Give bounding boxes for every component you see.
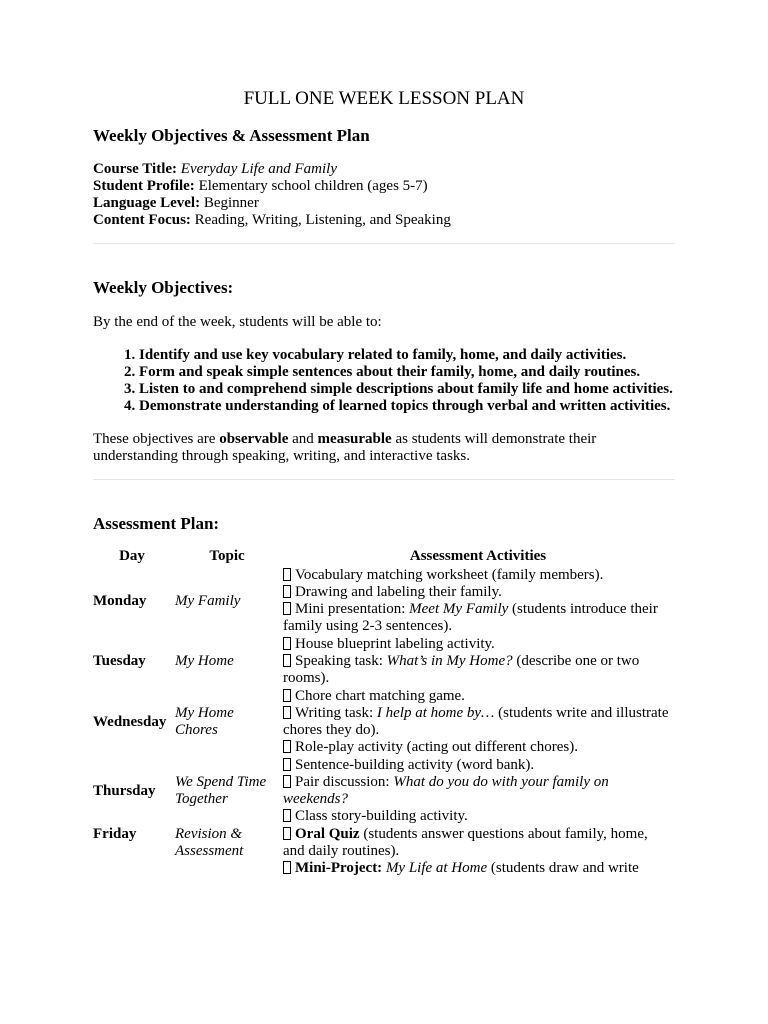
- checkbox-glyph-icon: [283, 654, 291, 667]
- activity-text: (students introduce their family using 2-3 sentences).: [283, 601, 658, 634]
- objective-item: 3. Listen to and comprehend simple descriptions about family life and home activities.: [139, 381, 675, 398]
- activities-cell: [281, 688, 675, 757]
- activity-line: [283, 601, 673, 635]
- table-header-row: [91, 548, 675, 567]
- activity-title: What do you do with your family on weekends?: [283, 774, 609, 807]
- objectives-intro: By the end of the week, students will be able to:: [93, 314, 382, 330]
- document-title: FULL ONE WEEK LESSON PLAN: [243, 88, 525, 109]
- table-row: [91, 757, 675, 826]
- topic-cell: My Family: [175, 592, 241, 609]
- activity-line: [283, 860, 673, 877]
- topic-cell: We Spend Time Together: [175, 774, 267, 807]
- activity-title: What’s in My Home?: [386, 653, 513, 669]
- activity-line: [283, 636, 673, 653]
- assessment-heading: Assessment Plan:: [93, 514, 220, 533]
- checkbox-glyph-icon: [283, 637, 291, 650]
- checkbox-glyph-icon: [283, 585, 291, 598]
- activity-text: Vocabulary matching worksheet (family members).: [295, 567, 604, 583]
- column-header-day: Day: [119, 548, 145, 564]
- activity-line: [283, 653, 673, 687]
- language-level-value: Beginner: [203, 195, 259, 211]
- checkbox-glyph-icon: [283, 706, 291, 719]
- topic-cell: My Home: [175, 653, 234, 669]
- content-focus-line: [93, 212, 675, 229]
- divider: [93, 243, 675, 244]
- closing-text: as students will demonstrate their understanding through speaking, writing, and interactive tasks.: [93, 431, 597, 464]
- table-row: [91, 567, 675, 636]
- checkbox-glyph-icon: [283, 740, 291, 753]
- activity-text: Class story-building activity.: [295, 808, 468, 824]
- objective-item: 4. Demonstrate understanding of learned topics through verbal and written activities.: [139, 398, 675, 415]
- table-row: [91, 636, 675, 688]
- language-level-label: Language Level:: [93, 195, 201, 211]
- activities-cell: [281, 567, 675, 636]
- activities-cell: [281, 757, 675, 826]
- checkbox-glyph-icon: [283, 568, 291, 581]
- checkbox-glyph-icon: [283, 809, 291, 822]
- divider: [93, 479, 675, 480]
- activity-text: Chore chart matching game.: [295, 688, 465, 704]
- activity-line: [283, 584, 673, 601]
- checkbox-glyph-icon: [283, 827, 291, 840]
- activity-text: Sentence-building activity (word bank).: [295, 757, 535, 773]
- closing-measurable: measurable: [317, 431, 392, 447]
- student-profile-line: [93, 178, 675, 195]
- activity-text: (students write and illustrate chores they do).: [283, 705, 669, 738]
- checkbox-glyph-icon: [283, 758, 291, 771]
- student-profile-label: Student Profile:: [93, 178, 195, 194]
- activity-text: Speaking task:: [295, 653, 387, 669]
- day-cell: Friday: [93, 826, 137, 842]
- column-header-topic: Topic: [209, 548, 245, 564]
- activity-line: [283, 567, 673, 584]
- closing-text: and: [288, 431, 318, 447]
- activity-line: [283, 705, 673, 739]
- assessment-table: [91, 548, 675, 878]
- activity-text: Mini presentation:: [295, 601, 410, 617]
- day-cell: Tuesday: [93, 653, 146, 669]
- day-cell: Thursday: [93, 782, 156, 799]
- column-header-activities: Assessment Activities: [409, 548, 547, 564]
- activity-bold-label: Oral Quiz: [295, 826, 360, 842]
- activity-line: [283, 826, 673, 860]
- activity-text: House blueprint labeling activity.: [295, 636, 495, 652]
- objective-item: 1. Identify and use key vocabulary related to family, home, and daily activities.: [139, 347, 675, 364]
- activities-cell: [281, 636, 675, 688]
- activity-title: My Life at Home: [385, 860, 488, 876]
- activity-text: Drawing and labeling their family.: [295, 584, 502, 600]
- activity-text: (students answer questions about family, home, and daily routines).: [283, 826, 648, 859]
- objectives-heading: Weekly Objectives:: [93, 278, 234, 297]
- activity-line: [283, 808, 673, 825]
- activity-title: I help at home by…: [376, 705, 495, 721]
- closing-observable: observable: [219, 431, 289, 447]
- objective-item: 2. Form and speak simple sentences about their family, home, and daily routines.: [139, 364, 675, 381]
- checkbox-glyph-icon: [283, 775, 291, 788]
- activity-line: [283, 688, 673, 705]
- activity-bold-label: Mini-Project:: [295, 860, 383, 876]
- activity-line: [283, 774, 673, 808]
- section-heading: Weekly Objectives & Assessment Plan: [93, 126, 370, 145]
- activity-text: (describe one or two rooms).: [283, 653, 640, 686]
- course-title-value: Everyday Life and Family: [180, 161, 337, 177]
- course-info: [93, 161, 675, 229]
- day-cell: Wednesday: [93, 713, 167, 730]
- objectives-list: [93, 347, 675, 415]
- content-focus-label: Content Focus:: [93, 212, 191, 228]
- closing-text: These objectives are: [93, 431, 220, 447]
- activity-text: Role-play activity (acting out different chores).: [295, 739, 578, 755]
- checkbox-glyph-icon: [283, 861, 291, 874]
- table-row: [91, 688, 675, 757]
- activity-text: (students draw and write: [487, 860, 639, 876]
- activities-cell: [281, 826, 675, 878]
- table-row: [91, 826, 675, 878]
- activity-title: Meet My Family: [409, 601, 509, 617]
- topic-cell: Revision & Assessment: [175, 826, 244, 859]
- checkbox-glyph-icon: [283, 689, 291, 702]
- day-cell: Monday: [93, 592, 147, 609]
- checkbox-glyph-icon: [283, 602, 291, 615]
- course-title-label: Course Title:: [93, 161, 178, 177]
- objectives-closing: [93, 431, 675, 465]
- student-profile-value: Elementary school children (ages 5-7): [198, 178, 428, 194]
- topic-cell: My Home Chores: [175, 705, 234, 738]
- course-title-line: [93, 161, 675, 178]
- activity-text: Writing task:: [295, 705, 377, 721]
- content-focus-value: Reading, Writing, Listening, and Speaking: [194, 212, 451, 228]
- activity-text: Pair discussion:: [295, 774, 394, 790]
- language-level-line: [93, 195, 675, 212]
- activity-line: [283, 757, 673, 774]
- activity-line: [283, 739, 673, 756]
